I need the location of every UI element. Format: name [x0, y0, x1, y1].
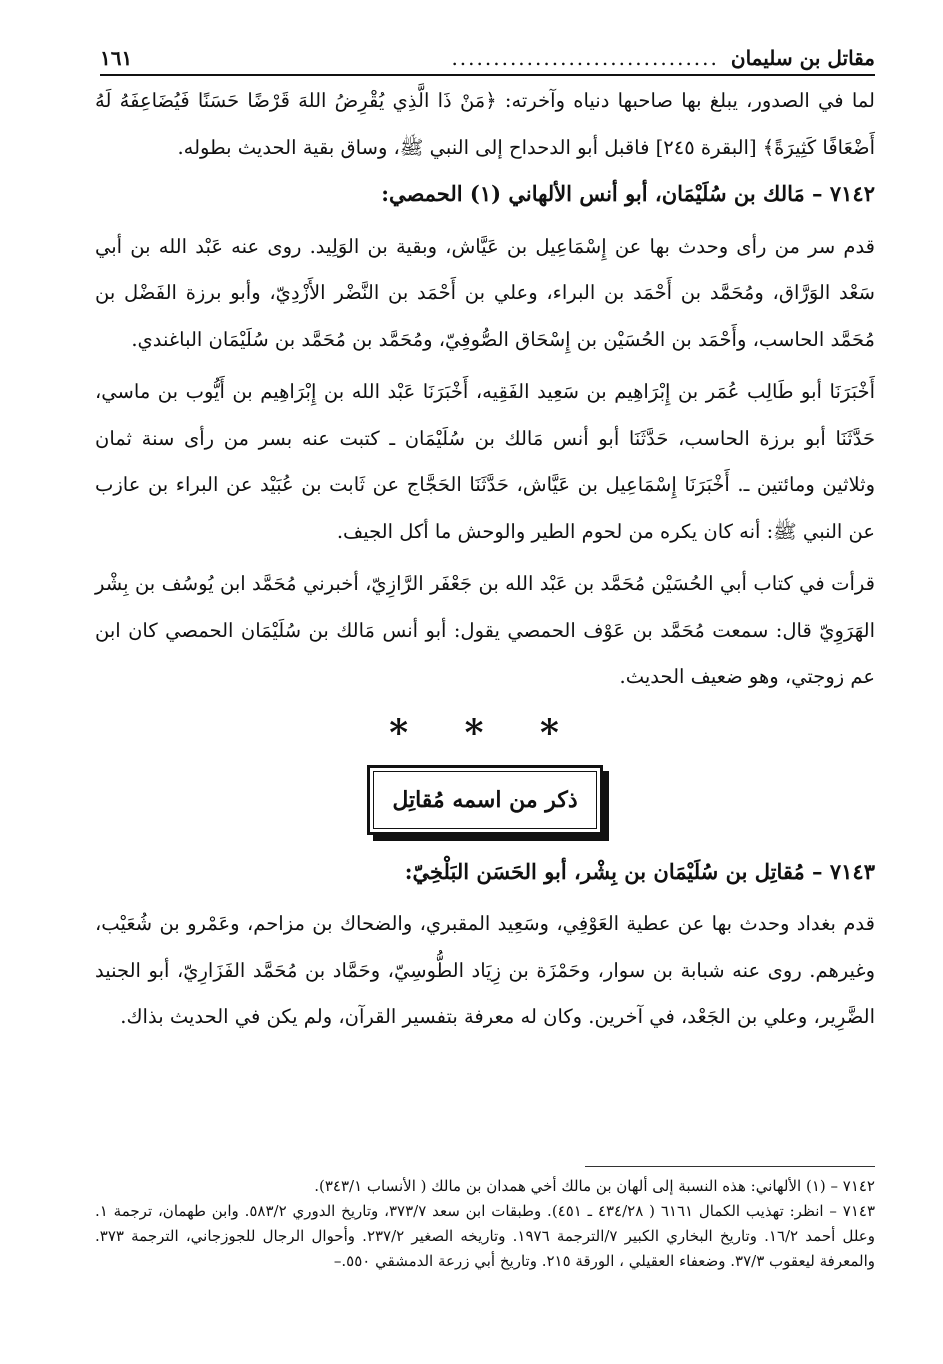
intro-paragraph: لما في الصدور، يبلغ بها صاحبها دنياه وآخرته: ﴿مَنْ ذَا الَّذِي يُقْرِضُ اللهَ قَرْضًا حَسَنًا فَيُضَاعِفَهُ لَهُ أَضْعَافًا كَثِيرَةً﴾ [البقرة ٢٤٥] فاقبل أبو الدحداح إلى النبي ﷺ، وساق بقية الحديث بطوله. — [95, 89, 875, 159]
footnote-7142: ٧١٤٢ – (١) الألهاني: هذه النسبة إلى ألهان بن مالك أخي همدان بن مالك ( الأنساب ٣٤٣/١). — [314, 1177, 875, 1195]
entry-7142-title: ٧١٤٢ – مَالك بن سُلَيْمَان، أبو أنس الألهاني (١) الحمصي: — [381, 181, 875, 206]
page-number: ١٦١ — [100, 46, 133, 70]
section-heading-wrap — [95, 765, 875, 835]
section-heading-box — [367, 765, 602, 835]
main-text — [95, 78, 875, 1041]
entry-7142-paragraph-3: قرأت في كتاب أبي الحُسَيْن مُحَمَّد بن عَبْد الله بن جَعْفَر الرَّازِيّ، أخبرني مُحَمَّد ابن يُوسُف بن بِشْر الهَرَوِيّ قال: سمعت مُحَمَّد بن عَوْف الحمصي يقول: أبو أنس مَالك بن سُلَيْمَان الحمصي كان ابن عم زوجتي، وهو ضعيف الحديث. — [95, 572, 875, 688]
footnotes — [95, 1174, 875, 1274]
running-header — [100, 30, 875, 76]
entry-7143-paragraph-1: قدم بغداد وحدث بها عن عطية العَوْفِي، وسَعِيد المقبري، والضحاك بن مزاحم، وعَمْرو بن شُعَيْب، وغيرهم. روى عنه شبابة بن سوار، وحَمْزَة بن زِيَاد الطُّوسِيّ، وحَمَّاد بن مُحَمَّد الفَزَارِيّ، أبو الجنيد الضَّرِير، وعلي بن الجَعْد، في آخرين. وكان له معرفة بتفسير القرآن، ولم يكن في الحديث بذاك. — [95, 912, 875, 1028]
entry-7142-paragraph-2: أَخْبَرَنَا أبو طَالِب عُمَر بن إِبْرَاهِيم بن سَعِيد الفَقِيه، أَخْبَرَنَا عَبْد الله بن إِبْرَاهِيم بن أَيُّوب بن ماسي، حَدَّثَنَا أبو برزة الحاسب، حَدَّثَنَا أبو أنس مَالك بن سُلَيْمَان ـ كتبت عنه بسر من رأى سنة ثمان وثلاثين ومائتين ـ. أَخْبَرَنَا إِسْمَاعِيل بن عَيَّاش، حَدَّثَنَا الحَجَّاج عن ثَابت بن عُبَيْد عن البراء بن عازب عن النبي ﷺ: أنه كان يكره من لحوم الطير والوحش ما أكل الجيف. — [95, 380, 875, 543]
entry-7143-title: ٧١٤٣ – مُقاتِل بن سُلَيْمَان بن بِشْر، أبو الحَسَن البَلْخِيّ: — [404, 858, 875, 884]
footnote-7143: ٧١٤٣ – انظر: تهذيب الكمال ٦١٦١ ( ٤٣٤/٢٨ ـ ٤٥١). وطبقات ابن سعد ٣٧٣/٧، وتاريخ الدوري ٥٨٣/٢. وابن طهمان، ترجمة ١. وعلل أحمد ١٦/٢. وتاريخ البخاري الكبير ٧/الترجمة ١٩٧٦. وتاريخه الصغير ٢٣٧/٢. وأحوال الرجال للجوزجاني، الترجمة ٣٧٣. والمعرفة ليعقوب ٣٧/٣. وضعفاء العقيلي ، الورقة ٢١٥. وتاريخ أبي زرعة الدمشقي ٥٥٠.– — [95, 1202, 876, 1270]
entry-7142-paragraph-1: قدم سر من رأى وحدث بها عن إِسْمَاعِيل بن عَيَّاش، وبقية بن الوَلِيد. روى عنه عَبْد الله بن أبي سَعْد الوَرَّاق، ومُحَمَّد بن أَحْمَد بن البراء، وعلي بن أَحْمَد بن النَّضْر الأَزْدِيّ، وأبو برزة الفَضْل بن مُحَمَّد الحاسب، وأَحْمَد بن الحُسَيْن بن إِسْحَاق الصُّوفِيّ، ومُحَمَّد بن مُحَمَّد بن سُلَيْمَان الباغندي. — [95, 234, 875, 351]
running-title: مقاتل بن سليمان — [730, 46, 875, 70]
section-separator: * * * — [389, 711, 581, 754]
footnote-rule — [585, 1166, 875, 1167]
section-heading: ذكر من اسمه مُقاتِل — [373, 771, 596, 829]
header-dot-leader: ................................ — [451, 46, 719, 70]
